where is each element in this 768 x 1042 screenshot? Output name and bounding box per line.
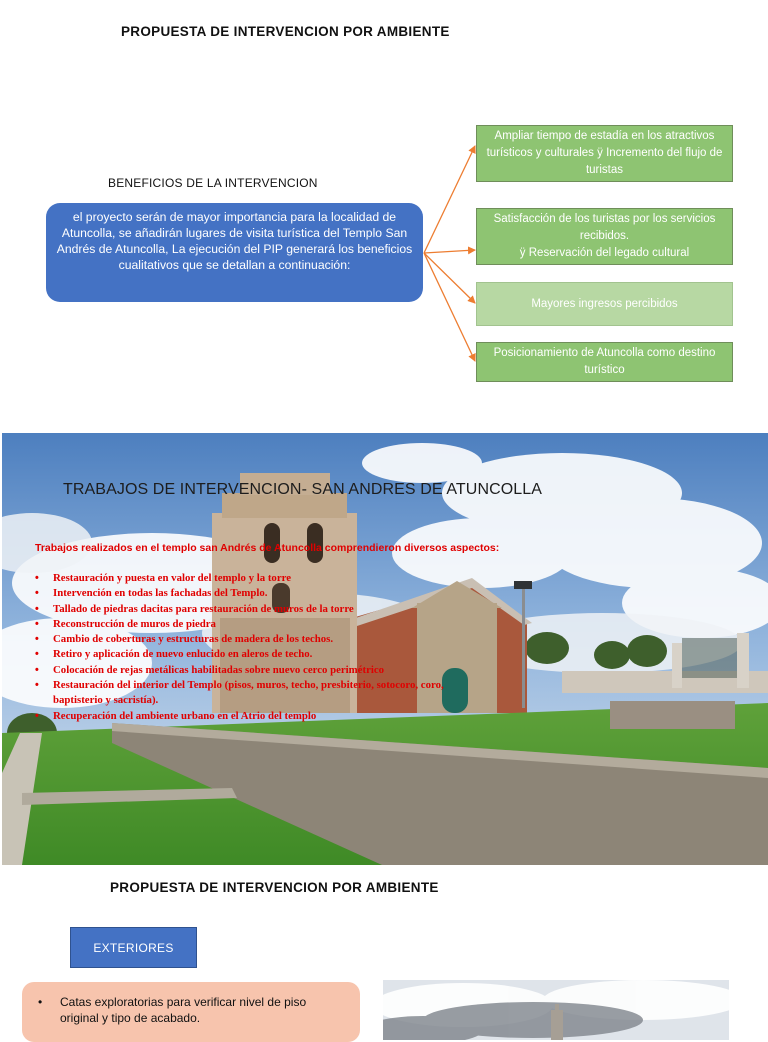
exteriores-box: [22, 982, 360, 1042]
list-item: • Tallado de piedras dacitas para restauración de muros de la torre: [35, 602, 495, 617]
benefit-box-2: [476, 208, 733, 265]
list-item: • Retiro y aplicación de nuevo enlucido en aleros de techo.: [35, 647, 495, 662]
church-photo-2: [383, 980, 729, 1040]
works-title: TRABAJOS DE INTERVENCION- SAN ANDRES DE ATUNCOLLA: [63, 481, 543, 498]
list-item: • Cambio de coberturas y estructuras de madera de los techos.: [35, 632, 495, 647]
works-list: [35, 571, 495, 724]
benefits-summary-box: el proyecto serán de mayor importancia para la localidad de Atuncolla, se añadirán lugares de visita turística del Templo San Andrés de Atuncolla, La ejecución del PIP generará los beneficios cualitativos que se detallan a continuación:: [46, 203, 423, 302]
arrow-1: [424, 146, 475, 253]
arrow-3: [424, 253, 475, 303]
list-item: • Reconstrucción de muros de piedra: [35, 617, 495, 632]
list-item: • Restauración del interior del Templo (pisos, muros, techo, presbiterio, sotocoro, coro, baptisterio y sacristía).: [35, 678, 495, 709]
list-item: • Catas exploratorias para verificar nivel de piso original y tipo de acabado.: [38, 994, 346, 1026]
benefit-box-4: Posicionamiento de Atuncolla como destino turístico: [476, 342, 733, 382]
benefit-box-3: Mayores ingresos percibidos: [476, 282, 733, 326]
arrow-2: [424, 250, 475, 253]
benefit-box-1: Ampliar tiempo de estadía en los atractivos turísticos y culturales ÿ Incremento del flujo de turistas: [476, 125, 733, 182]
arrow-4: [424, 253, 475, 361]
list-item: • Intervención en todas las fachadas del Templo.: [35, 586, 495, 601]
page-title: PROPUESTA DE INTERVENCION POR AMBIENTE: [121, 24, 450, 39]
benefit-box-2-text: Satisfacción de los turistas por los servicios recibidos. ÿ Reservación del legado cultural: [493, 213, 716, 259]
list-item: • Restauración y puesta en valor del templo y la torre: [35, 571, 495, 586]
benefits-title: BENEFICIOS DE LA INTERVENCION: [108, 176, 318, 190]
section-title-2: PROPUESTA DE INTERVENCION POR AMBIENTE: [110, 880, 439, 895]
list-item: • Colocación de rejas metálicas habilitadas sobre nuevo cerco perimétrico: [35, 663, 495, 678]
exteriores-button[interactable]: EXTERIORES: [70, 927, 197, 968]
works-intro: Trabajos realizados en el templo san Andrés de Atuncolla comprendieron diversos aspectos:: [35, 542, 500, 554]
list-item: • Recuperación del ambiente urbano en el Atrio del templo: [35, 709, 495, 724]
